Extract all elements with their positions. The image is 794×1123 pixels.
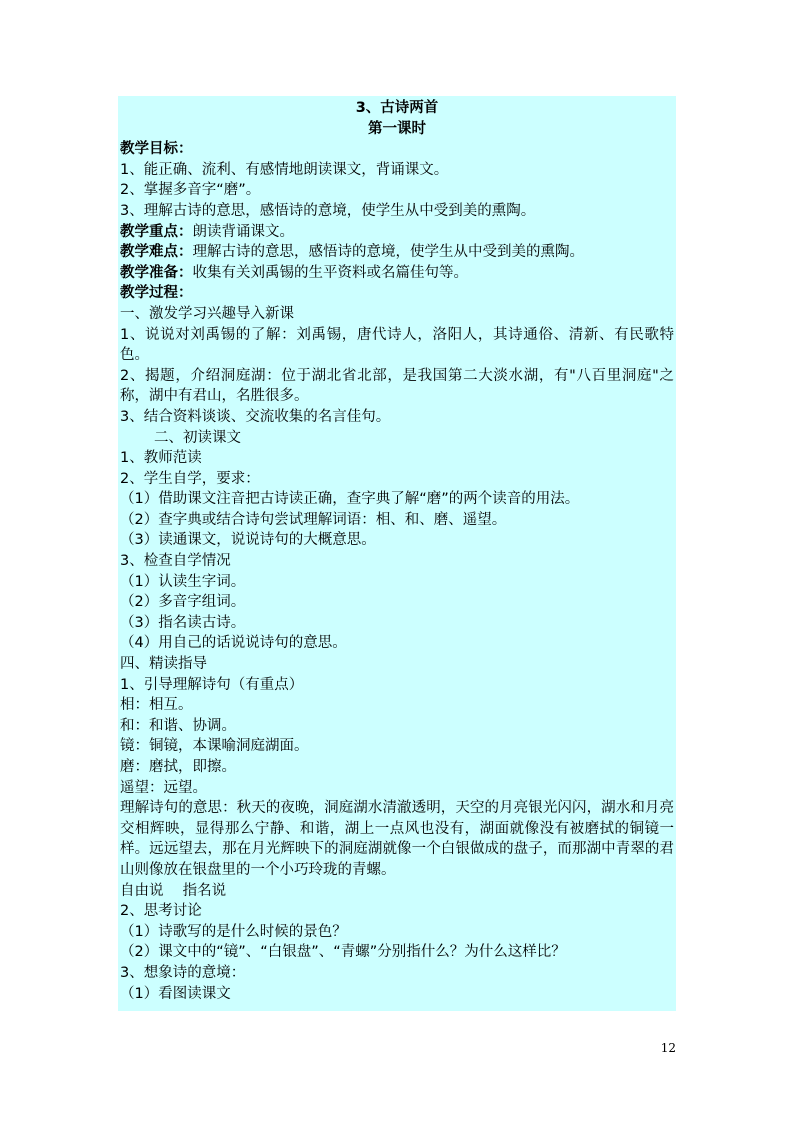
tail-line: （1）看图读课文: [120, 985, 231, 1002]
key-point-label: 教学重点：: [120, 223, 193, 240]
lesson-title: 3、古诗两首: [355, 100, 439, 116]
objective-item: 2、掌握多音字“磨”。: [120, 182, 261, 199]
section2-line: 3、检查自学情况: [120, 553, 231, 570]
tail-line: （2）课文中的“镜”、“白银盘”、“青螺”分别指什么？为什么这样比？: [120, 944, 566, 961]
section4-line: 磨：磨拭，即擦。: [120, 759, 236, 775]
section2-line: 1、教师范读: [120, 450, 202, 467]
tail-line: 3、想象诗的意境：: [120, 964, 246, 981]
key-point-text: 朗读背诵课文。: [192, 223, 294, 240]
section4-line: 和：和谐、协调。: [120, 717, 236, 734]
objective-item: 3、理解古诗的意思，感悟诗的意境，使学生从中受到美的熏陶。: [120, 202, 536, 219]
section4-line: 遥望：远望。: [120, 779, 207, 796]
section1-item: 1、说说对刘禹锡的了解：刘禹锡，唐代诗人，洛阳人，其诗通俗、清新、有民歌特色。: [120, 326, 674, 364]
process-heading: 教学过程：: [120, 285, 193, 302]
lesson-plan-block: [118, 96, 676, 1011]
section4-line: 1、引导理解诗句（有重点）: [120, 676, 304, 693]
tail-line: （1）诗歌写的是什么时候的景色？: [120, 923, 347, 940]
section2-line: （1）借助课文注音把古诗读正确，查字典了解“磨”的两个读音的用法。: [120, 491, 580, 508]
meaning-paragraph: 理解诗句的意思：秋天的夜晚，洞庭湖水清澈透明，天空的月亮银光闪闪，湖水和月亮交相辉映，显得那么宁静、和谐，湖上一点风也没有，湖面就像没有被磨拭的铜镜一样。远远望去，那在月光辉映下的洞庭湖就像一个白银做成的盘子，而那湖中青翠的君山则像放在银盘里的一个小巧玲珑的青螺。: [120, 800, 674, 878]
section2-line: （3）指名读古诗。: [120, 614, 246, 631]
section-heading: 一、激发学习兴趣导入新课: [120, 305, 294, 322]
difficulty-label: 教学难点：: [120, 244, 193, 261]
section2-line: （2）多音字组词。: [120, 594, 246, 611]
section4-line: 相：相互。: [120, 697, 193, 714]
section-heading: 二、初读课文: [154, 429, 241, 446]
section4-line: 镜：铜镜，本课喻洞庭湖面。: [120, 738, 309, 755]
objective-item: 1、能正确、流利、有感情地朗读课文，背诵课文。: [120, 161, 449, 178]
free-say-line: 自由说 指名说: [120, 882, 227, 899]
lesson-subtitle: 第一课时: [368, 120, 426, 137]
preparation-label: 教学准备：: [120, 264, 193, 281]
section2-line: （1）认读生字词。: [120, 573, 246, 590]
section1-item: 3、结合资料谈谈、交流收集的名言佳句。: [120, 408, 391, 425]
objectives-heading: 教学目标：: [120, 141, 193, 158]
tail-line: 2、思考讨论: [120, 903, 202, 920]
section-heading: 四、精读指导: [120, 656, 207, 673]
section2-line: （4）用自己的话说说诗句的意思。: [120, 635, 347, 652]
section2-line: （3）读通课文，说说诗句的大概意思。: [120, 532, 376, 549]
key-point-line: [120, 222, 674, 243]
difficulty-line: [120, 242, 674, 263]
page-number: 12: [660, 1041, 676, 1055]
section2-line: （2）查字典或结合诗句尝试理解词语：相、和、磨、遥望。: [120, 511, 507, 528]
difficulty-text: 理解古诗的意思，感悟诗的意境，使学生从中受到美的熏陶。: [192, 244, 584, 261]
section1-item: 2、揭题，介绍洞庭湖：位于湖北省北部，是我国第二大淡水湖，有"八百里洞庭"之称，湖中有君山，名胜很多。: [120, 367, 674, 405]
preparation-text: 收集有关刘禹锡的生平资料或名篇佳句等。: [192, 264, 468, 281]
section2-line: 2、学生自学，要求：: [120, 470, 260, 487]
preparation-line: [120, 263, 674, 284]
